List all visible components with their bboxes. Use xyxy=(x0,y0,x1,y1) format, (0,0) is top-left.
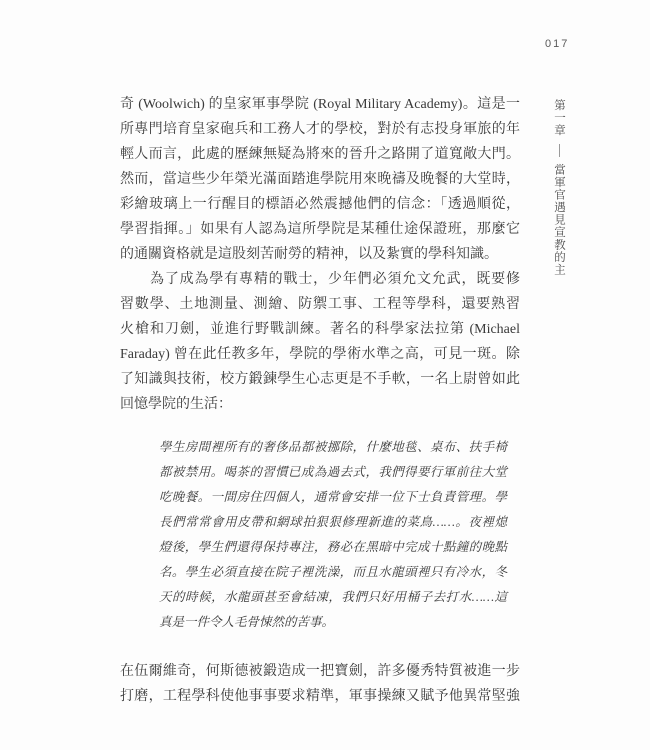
paragraph-3 xyxy=(120,659,520,709)
quote-line: 長們常常會用皮帶和網球拍狠狠修理新進的菜鳥……。夜裡熄 xyxy=(159,515,507,529)
body-line: 輕人而言，此處的歷練無疑為將來的晉升之路開了道寬敞大門。 xyxy=(120,147,520,162)
quote-line: 燈後，學生們還得保持專注，務必在黑暗中完成十點鐘的晚點 xyxy=(159,540,507,554)
main-text-column xyxy=(120,92,520,709)
quote-line: 都被禁用。喝茶的習慣已成為過去式，我們得要行軍前往大堂 xyxy=(159,465,507,479)
body-line: 習數學、土地測量、測繪、防禦工事、工程等學科，還要熟習 xyxy=(120,297,520,312)
body-line: Faraday) 曾在此任教多年，學院的學術水準之高，可見一斑。除 xyxy=(120,347,520,362)
body-line: 奇 (Woolwich) 的皇家軍事學院 (Royal Military Academy)。這是一 xyxy=(120,97,520,112)
chapter-label: 第一章 xyxy=(553,99,565,137)
chapter-title: 當軍官遇見宣教的主 xyxy=(553,163,565,276)
quote-line: 天的時候，水龍頭甚至會結凍，我們只好用桶子去打水……這 xyxy=(159,590,507,604)
body-line: 的通關資格就是這股刻苦耐勞的精神，以及紮實的學科知識。 xyxy=(120,247,498,262)
body-line: 打磨，工程學科使他事事要求精準，軍事操練又賦予他異常堅強 xyxy=(120,689,520,704)
body-line: 所專門培育皇家砲兵和工務人才的學校，對於有志投身軍旅的年 xyxy=(120,122,520,137)
quote-line: 吃晚餐。一間房住四個人，通常會安排一位下士負責管理。學 xyxy=(159,490,507,504)
quote-line: 真是一件令人毛骨悚然的苦事。 xyxy=(159,615,335,629)
quote-line: 名。學生必須直接在院子裡洗澡，而且水龍頭裡只有冷水，冬 xyxy=(159,565,507,579)
body-line: 回憶學院的生活： xyxy=(120,397,232,412)
body-line: 火槍和刀劍，並進行野戰訓練。著名的科學家法拉第 (Michael xyxy=(120,322,520,337)
body-line: 彩繪玻璃上一行醒目的標語必然震撼他們的信念：「透過順從， xyxy=(120,197,520,212)
chapter-divider xyxy=(559,144,560,157)
page-number: 017 xyxy=(545,38,570,50)
body-line: 在伍爾維奇，何斯德被鍛造成一把寶劍，許多優秀特質被進一步 xyxy=(120,664,520,679)
block-quote xyxy=(159,435,507,635)
chapter-sidebar xyxy=(551,99,567,276)
body-line: 學習指揮。」如果有人認為這所學院是某種仕途保證班，那麼它 xyxy=(120,222,520,237)
paragraph-2 xyxy=(120,267,520,417)
body-line: 然而，當這些少年榮光滿面踏進學院用來晚禱及晚餐的大堂時， xyxy=(120,172,520,187)
paragraph-1 xyxy=(120,92,520,267)
quote-line: 學生房間裡所有的奢侈品都被挪除，什麼地毯、桌布、扶手椅 xyxy=(159,440,507,454)
body-line: 為了成為學有專精的戰士，少年們必須允文允武，既要修 xyxy=(150,272,520,287)
body-line: 了知識與技術，校方鍛鍊學生心志更是不手軟，一名上尉曾如此 xyxy=(120,372,520,387)
